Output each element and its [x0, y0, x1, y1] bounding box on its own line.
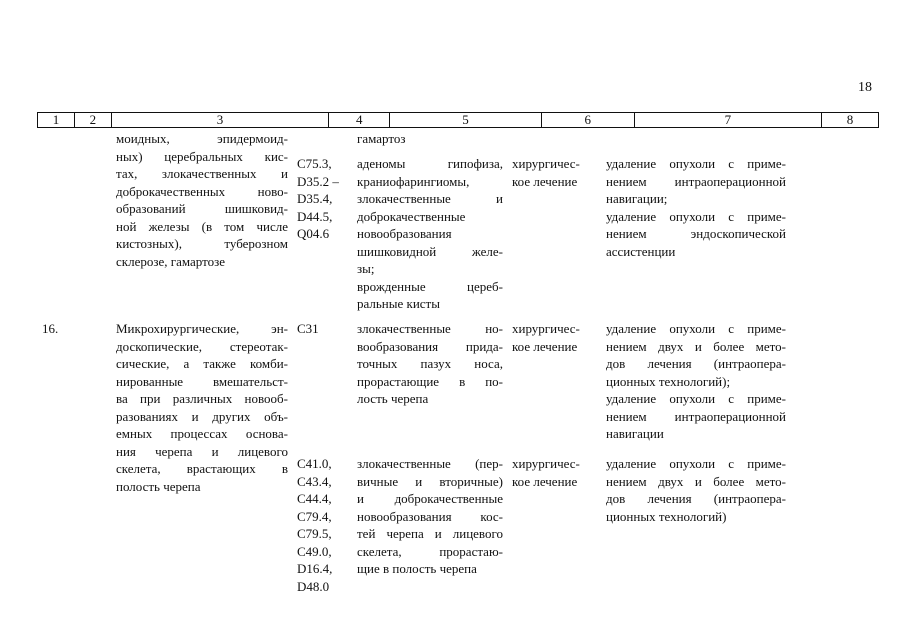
cont-col6-cell	[512, 155, 602, 190]
page-number: 18	[858, 80, 872, 95]
text-line: хирургичес-	[512, 456, 580, 471]
text-line: C43.4,	[297, 473, 332, 489]
text-line: нением эндоскопической	[606, 226, 786, 241]
text-line: D48.0	[297, 578, 330, 594]
text-line: моидных, эпидермоид-	[116, 131, 288, 146]
text-line: навигации;	[606, 191, 668, 206]
text-line: нированные вмешательст-	[116, 373, 288, 389]
text-line: вообразования прида-	[357, 338, 503, 354]
text-line: удаление опухоли с приме-	[606, 321, 786, 336]
text-line: кое лечение	[512, 473, 578, 489]
text-line: тей черепа и лицевого	[357, 526, 503, 541]
row16-col3-cell	[116, 320, 288, 495]
header-col-1: 1	[38, 113, 75, 127]
row16-sub2-col6-cell	[512, 455, 602, 490]
text-line: Микрохирургические, эн-	[116, 321, 288, 336]
text-line: ных) церебральных кис-	[116, 148, 288, 164]
row16-sub2-col5-cell	[357, 455, 503, 578]
text-line: ционных технологий);	[606, 373, 731, 389]
header-col-2: 2	[75, 113, 112, 127]
row16-sub1-col4-cell	[297, 320, 355, 338]
text-line: кое лечение	[512, 173, 578, 189]
row16-sub1-col7-cell	[606, 320, 786, 443]
text-line: злокачественные но-	[357, 321, 503, 336]
row16-sub2-col7-cell	[606, 455, 786, 525]
text-line: полость черепа	[116, 478, 201, 494]
text-line: дов лечения (интраопера-	[606, 491, 786, 506]
text-line: доброкачественных ново-	[116, 183, 288, 199]
text-line: D35.4,	[297, 191, 333, 206]
text-line: скелета, врастающих в	[116, 461, 288, 476]
row16-sub1-col6-cell	[512, 320, 602, 355]
text-line: нением двух и более мето-	[606, 473, 786, 489]
text-line: навигации	[606, 426, 664, 441]
text-line: шишковидной желе-	[357, 243, 503, 259]
text-line: C79.5,	[297, 526, 332, 541]
text-line: D35.2 –	[297, 173, 339, 189]
text-line: хирургичес-	[512, 321, 580, 336]
text-line: дов лечения (интраопера-	[606, 356, 786, 371]
text-line: новообразования кос-	[357, 508, 503, 524]
text-line: ной железы (в том числе	[116, 218, 288, 234]
text-line: ассистенции	[606, 243, 676, 259]
text-line: вичные и вторичные)	[357, 473, 503, 489]
text-line: тах, злокачественных и	[116, 166, 288, 181]
text-line: Q04.6	[297, 226, 330, 241]
text-line: и доброкачественные	[357, 491, 503, 506]
row16-sub1-col5-cell	[357, 320, 503, 408]
text-line: C49.0,	[297, 543, 332, 559]
text-line: скелета, прорастаю-	[357, 543, 503, 559]
text-line: злокачественные и	[357, 191, 503, 206]
text-line: удаление опухоли с приме-	[606, 391, 786, 406]
text-line: новообразования	[357, 226, 452, 241]
text-line: врожденные цереб-	[357, 278, 503, 294]
row16-number	[42, 320, 72, 338]
text-line: ционных технологий)	[606, 508, 727, 524]
header-col-4: 4	[329, 113, 390, 127]
text-line: точных пазух носа,	[357, 356, 503, 371]
text-line: емных процессах основа-	[116, 426, 288, 441]
text-line: разованиях и других объ-	[116, 408, 288, 424]
header-col-6: 6	[542, 113, 635, 127]
text-line: лость черепа	[357, 391, 429, 406]
text-line: D44.5,	[297, 208, 333, 224]
cont-col5-top-text: гамартоз	[357, 131, 406, 146]
text-line: зы;	[357, 261, 375, 276]
text-line: доброкачественные	[357, 208, 466, 224]
text-line: доскопические, стереотак-	[116, 338, 288, 354]
text-line: ния черепа и лицевого	[116, 443, 288, 459]
text-line: C31	[297, 321, 319, 336]
text-line: злокачественные (пер-	[357, 456, 503, 471]
cont-col7-cell	[606, 155, 786, 260]
row16-number-text: 16.	[42, 321, 59, 336]
text-line: C41.0,	[297, 456, 332, 471]
text-line: ва при различных новооб-	[116, 391, 288, 406]
header-col-3: 3	[112, 113, 329, 127]
text-line: ральные кисты	[357, 296, 440, 311]
text-line: краниофарингиомы,	[357, 173, 470, 189]
text-line: удаление опухоли с приме-	[606, 208, 786, 224]
text-line: сические, а также комби-	[116, 356, 288, 371]
text-line: C79.4,	[297, 508, 332, 524]
cont-col5-top	[357, 130, 503, 148]
header-col-5: 5	[390, 113, 542, 127]
text-line: C75.3,	[297, 156, 332, 171]
text-line: аденомы гипофиза,	[357, 156, 503, 171]
cont-col4-cell	[297, 155, 355, 243]
cont-col3-cell	[116, 130, 288, 270]
text-line: удаление опухоли с приме-	[606, 456, 786, 471]
text-line: щие в полость черепа	[357, 561, 477, 576]
text-line: хирургичес-	[512, 156, 580, 171]
header-col-8: 8	[846, 112, 854, 127]
cont-col5-cell	[357, 155, 503, 313]
text-line: нением двух и более мето-	[606, 338, 786, 354]
text-line: удаление опухоли с приме-	[606, 156, 786, 171]
text-line: D16.4,	[297, 561, 333, 576]
text-line: нением интраоперационной	[606, 408, 786, 424]
text-line: образований шишковид-	[116, 201, 288, 216]
text-line: прорастающие в по-	[357, 373, 503, 389]
table-header-row	[37, 112, 879, 128]
text-line: нением интраоперационной	[606, 173, 786, 189]
row16-sub2-col4-cell	[297, 455, 355, 595]
header-col-7: 7	[635, 113, 823, 127]
text-line: кое лечение	[512, 338, 578, 354]
text-line: C44.4,	[297, 491, 332, 506]
text-line: кистозных), туберозном	[116, 236, 288, 251]
text-line: склерозе, гамартозе	[116, 253, 226, 269]
